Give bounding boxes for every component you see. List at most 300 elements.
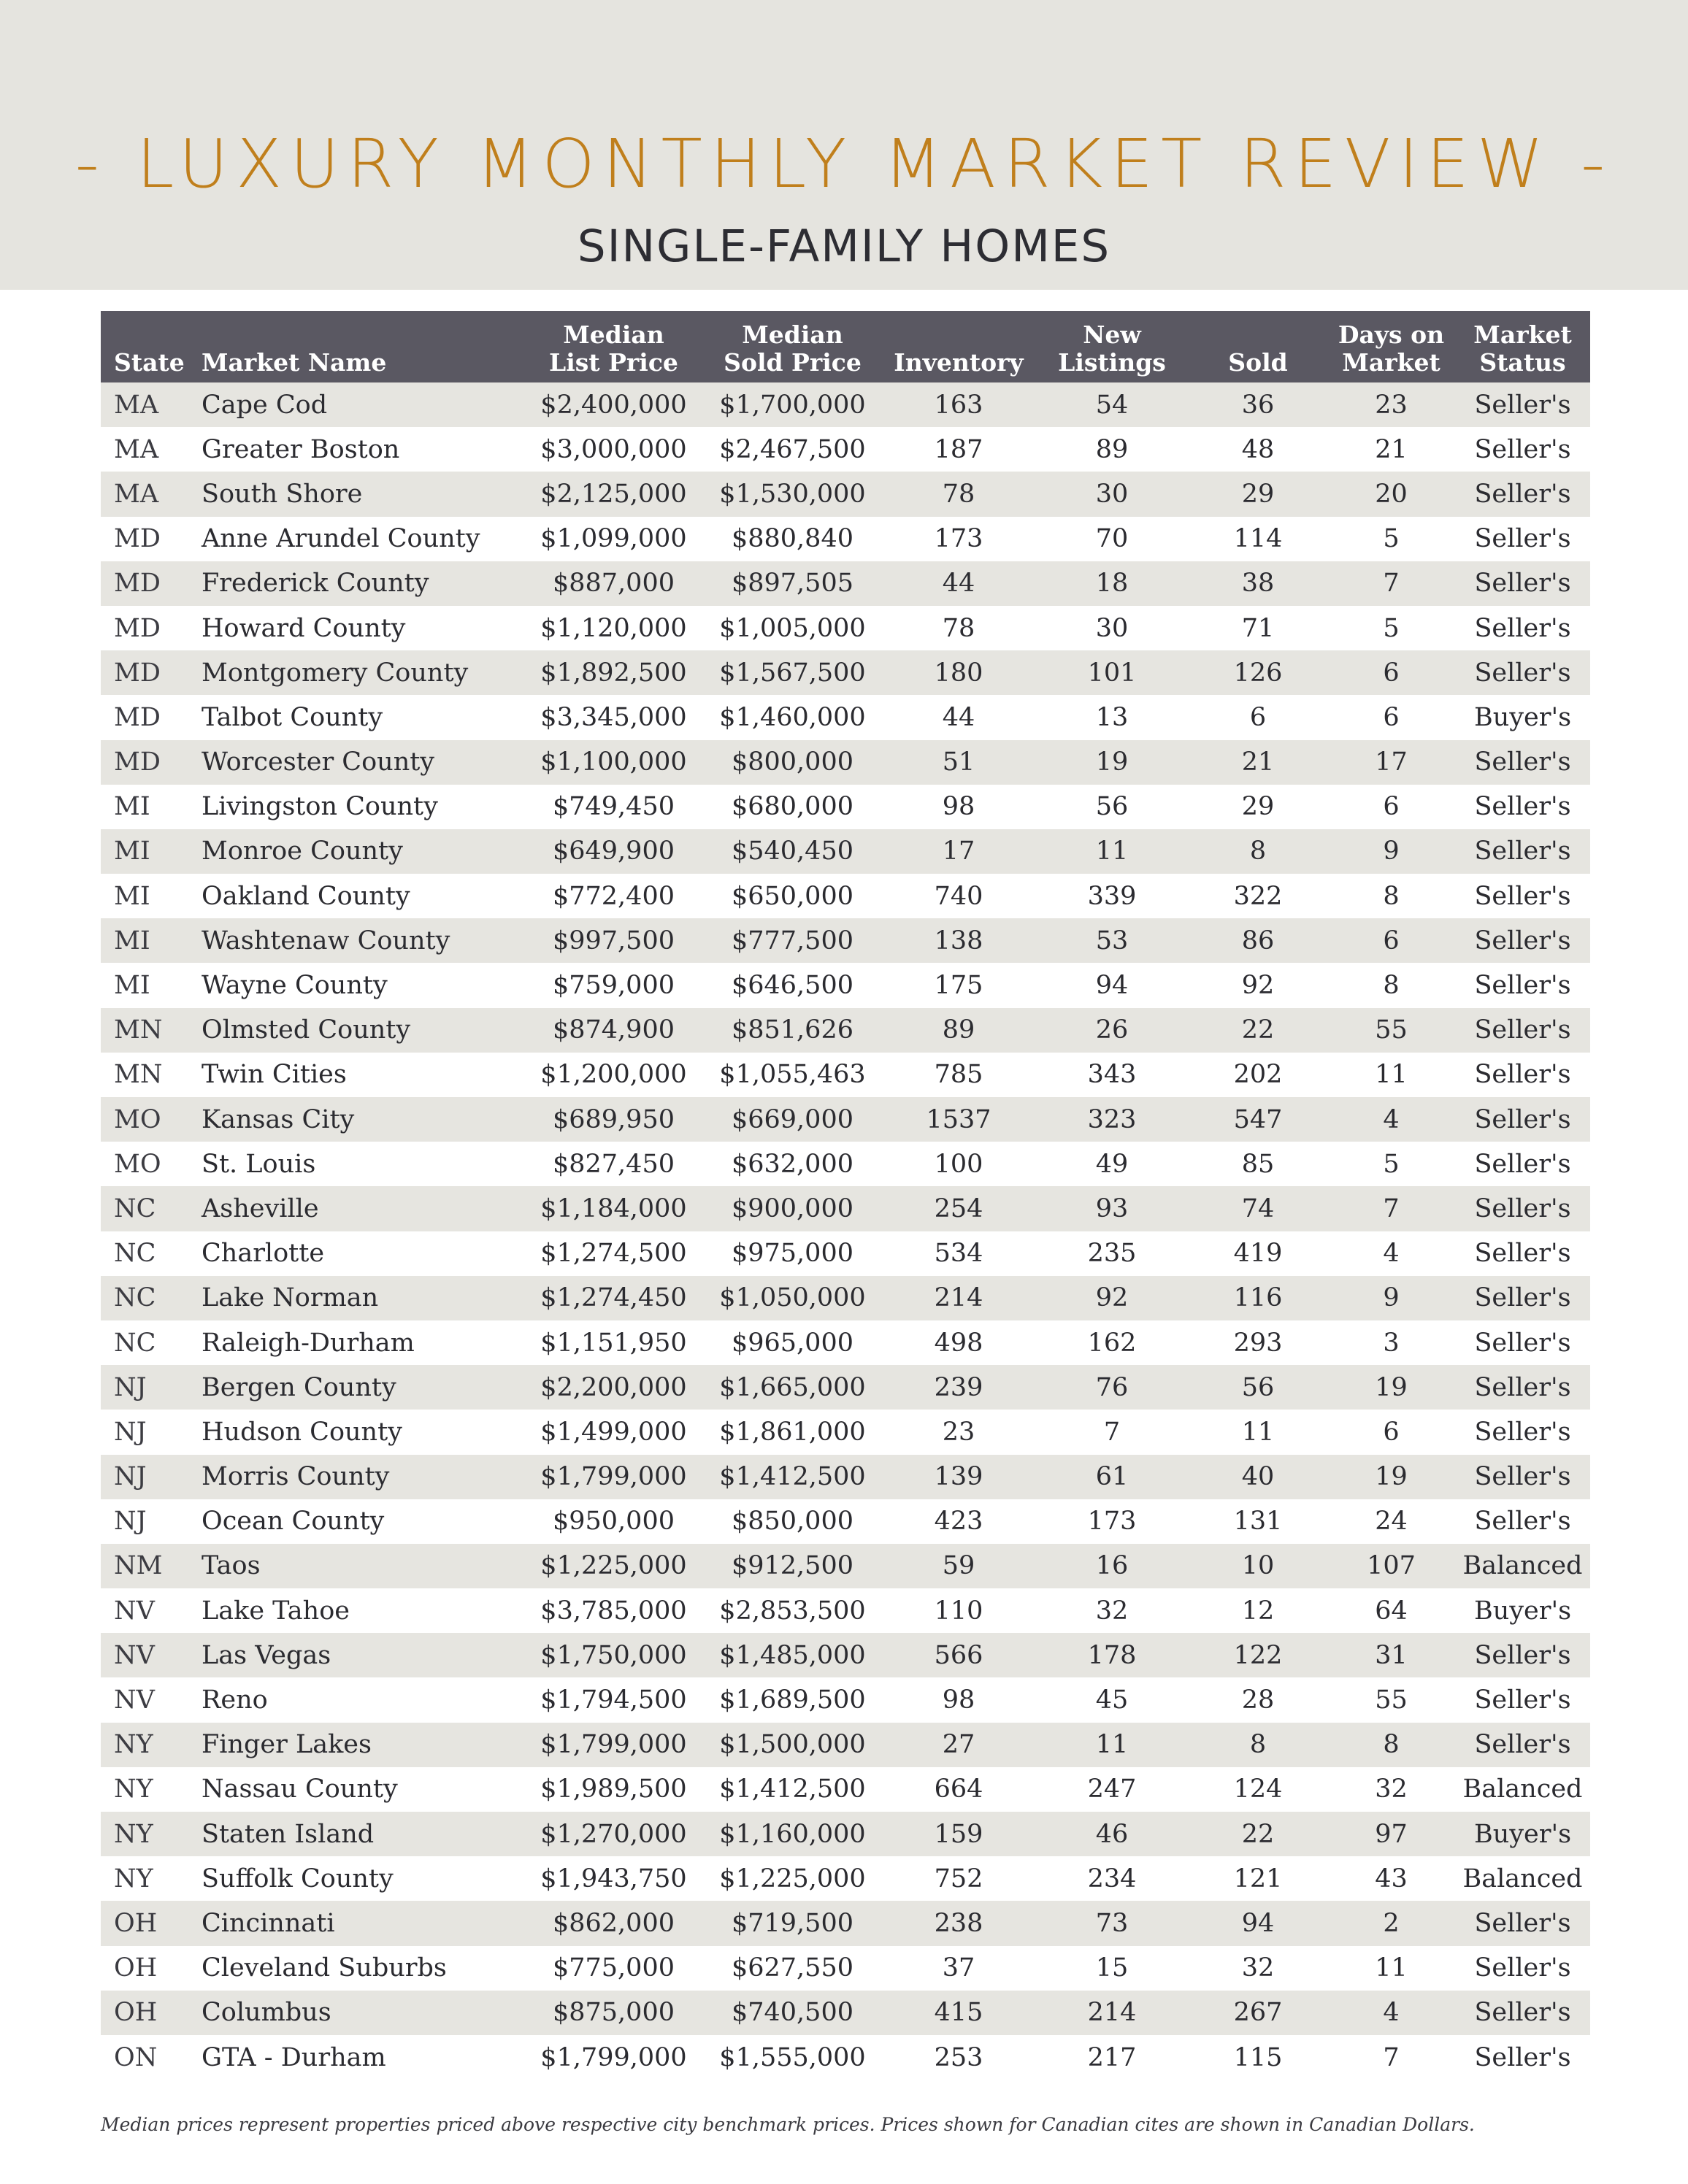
cell-state: NV <box>114 1640 155 1670</box>
cell-market-status: Seller's <box>1474 390 1571 420</box>
cell-sold: 92 <box>1241 971 1275 1001</box>
table-row <box>101 1320 1590 1365</box>
cell-state: MD <box>114 569 161 599</box>
cell-median-sold-price: $1,050,000 <box>719 1283 866 1313</box>
cell-median-sold-price: $1,861,000 <box>719 1417 866 1447</box>
cell-inventory: 254 <box>934 1193 983 1223</box>
cell-market-status: Seller's <box>1474 1193 1571 1223</box>
cell-inventory: 98 <box>942 792 975 822</box>
cell-median-sold-price: $1,005,000 <box>719 613 866 643</box>
cell-sold: 124 <box>1233 1774 1283 1804</box>
table-row <box>101 695 1590 739</box>
cell-state: MD <box>114 524 161 554</box>
cell-days-on-market: 19 <box>1375 1372 1408 1402</box>
cell-days-on-market: 17 <box>1375 747 1408 777</box>
cell-new-listings: 173 <box>1087 1507 1137 1537</box>
cell-market-name: Bergen County <box>202 1372 396 1402</box>
table-row <box>101 1410 1590 1454</box>
cell-new-listings: 30 <box>1095 479 1129 509</box>
cell-market-name: Lake Tahoe <box>202 1596 350 1626</box>
cell-new-listings: 11 <box>1095 1730 1129 1760</box>
cell-median-sold-price: $1,412,500 <box>719 1774 866 1804</box>
cell-state: NJ <box>114 1462 147 1492</box>
cell-median-list-price: $3,785,000 <box>540 1596 687 1626</box>
cell-market-name: Olmsted County <box>202 1015 411 1045</box>
cell-state: NC <box>114 1328 156 1358</box>
cell-sold: 267 <box>1233 1998 1283 2028</box>
cell-inventory: 51 <box>942 747 975 777</box>
header-line-1: Market <box>1473 320 1572 349</box>
cell-median-list-price: $887,000 <box>552 569 675 599</box>
cell-sold: 28 <box>1241 1685 1275 1715</box>
cell-days-on-market: 4 <box>1383 1998 1400 2028</box>
cell-days-on-market: 31 <box>1375 1640 1408 1670</box>
cell-sold: 8 <box>1249 1730 1267 1760</box>
cell-median-list-price: $1,274,450 <box>540 1283 687 1313</box>
cell-days-on-market: 32 <box>1375 1774 1408 1804</box>
cell-sold: 12 <box>1241 1596 1275 1626</box>
table-row <box>101 785 1590 829</box>
col-header-inventory <box>882 311 1035 382</box>
cell-median-list-price: $874,900 <box>552 1015 675 1045</box>
table-body <box>101 382 1590 2080</box>
table-header <box>101 311 1590 382</box>
cell-state: NC <box>114 1193 156 1223</box>
cell-median-sold-price: $1,665,000 <box>719 1372 866 1402</box>
cell-inventory: 37 <box>942 1953 975 1983</box>
cell-inventory: 59 <box>942 1551 975 1581</box>
table-row <box>101 427 1590 472</box>
cell-median-list-price: $1,099,000 <box>540 524 687 554</box>
cell-median-list-price: $759,000 <box>552 971 675 1001</box>
cell-inventory: 180 <box>934 658 983 688</box>
cell-market-status: Seller's <box>1474 2042 1571 2072</box>
cell-median-list-price: $1,799,000 <box>540 1730 687 1760</box>
table-row <box>101 874 1590 918</box>
cell-sold: 121 <box>1233 1864 1283 1893</box>
cell-state: MI <box>114 881 150 911</box>
cell-median-list-price: $775,000 <box>552 1953 675 1983</box>
cell-median-list-price: $1,794,500 <box>540 1685 687 1715</box>
cell-inventory: 566 <box>934 1640 983 1670</box>
col-header-median-sold-price <box>703 311 882 382</box>
cell-new-listings: 339 <box>1087 881 1137 911</box>
cell-state: MD <box>114 613 161 643</box>
cell-state: MA <box>114 479 159 509</box>
cell-days-on-market: 7 <box>1383 1193 1400 1223</box>
table-row <box>101 1186 1590 1231</box>
cell-median-sold-price: $719,500 <box>731 1908 853 1938</box>
cell-days-on-market: 64 <box>1375 1596 1408 1626</box>
cell-inventory: 498 <box>934 1328 983 1358</box>
cell-market-status: Seller's <box>1474 1372 1571 1402</box>
cell-sold: 115 <box>1233 2042 1283 2072</box>
cell-inventory: 138 <box>934 926 983 956</box>
cell-days-on-market: 55 <box>1375 1685 1408 1715</box>
header-line-2: List Price <box>549 348 678 377</box>
cell-market-status: Balanced <box>1462 1774 1583 1804</box>
cell-new-listings: 18 <box>1095 569 1129 599</box>
cell-new-listings: 92 <box>1095 1283 1129 1313</box>
cell-sold: 38 <box>1241 569 1275 599</box>
cell-median-list-price: $1,750,000 <box>540 1640 687 1670</box>
cell-new-listings: 76 <box>1095 1372 1129 1402</box>
header-line-1: Days on <box>1338 320 1445 349</box>
cell-state: OH <box>114 1908 158 1938</box>
cell-median-list-price: $950,000 <box>552 1507 675 1537</box>
cell-sold: 10 <box>1241 1551 1275 1581</box>
table-row <box>101 382 1590 427</box>
cell-median-list-price: $1,225,000 <box>540 1551 687 1581</box>
header-line-1: Median <box>563 320 664 349</box>
cell-days-on-market: 20 <box>1375 479 1408 509</box>
cell-state: NC <box>114 1239 156 1269</box>
cell-median-sold-price: $650,000 <box>731 881 853 911</box>
cell-median-sold-price: $965,000 <box>731 1328 853 1358</box>
table-row <box>101 963 1590 1007</box>
cell-new-listings: 45 <box>1095 1685 1129 1715</box>
table-row <box>101 1231 1590 1276</box>
cell-inventory: 752 <box>934 1864 983 1893</box>
cell-median-sold-price: $1,412,500 <box>719 1462 866 1492</box>
cell-median-list-price: $862,000 <box>552 1908 675 1938</box>
cell-new-listings: 54 <box>1095 390 1129 420</box>
cell-median-list-price: $1,499,000 <box>540 1417 687 1447</box>
cell-inventory: 23 <box>942 1417 975 1447</box>
cell-market-name: Livingston County <box>202 792 438 822</box>
market-table <box>101 311 1590 2080</box>
cell-median-list-price: $749,450 <box>552 792 675 822</box>
cell-market-status: Seller's <box>1474 1640 1571 1670</box>
cell-days-on-market: 8 <box>1383 1730 1400 1760</box>
cell-days-on-market: 43 <box>1375 1864 1408 1893</box>
cell-days-on-market: 9 <box>1383 837 1400 866</box>
cell-inventory: 534 <box>934 1239 983 1269</box>
cell-inventory: 664 <box>934 1774 983 1804</box>
cell-sold: 8 <box>1249 837 1267 866</box>
cell-sold: 71 <box>1241 613 1275 643</box>
cell-median-list-price: $772,400 <box>552 881 675 911</box>
cell-market-name: St. Louis <box>202 1149 316 1179</box>
cell-market-status: Seller's <box>1474 1685 1571 1715</box>
cell-sold: 122 <box>1233 1640 1283 1670</box>
cell-state: MI <box>114 971 150 1001</box>
cell-sold: 85 <box>1241 1149 1275 1179</box>
table-row <box>101 561 1590 606</box>
cell-median-list-price: $1,270,000 <box>540 1819 687 1849</box>
cell-new-listings: 49 <box>1095 1149 1129 1179</box>
cell-market-name: Wayne County <box>202 971 388 1001</box>
cell-days-on-market: 8 <box>1383 971 1400 1001</box>
cell-market-status: Seller's <box>1474 1953 1571 1983</box>
cell-new-listings: 19 <box>1095 747 1129 777</box>
cell-days-on-market: 6 <box>1383 926 1400 956</box>
cell-days-on-market: 21 <box>1375 434 1408 464</box>
cell-market-name: Oakland County <box>202 881 410 911</box>
cell-days-on-market: 19 <box>1375 1462 1408 1492</box>
cell-median-sold-price: $777,500 <box>731 926 853 956</box>
table-row <box>101 606 1590 650</box>
cell-median-list-price: $2,125,000 <box>540 479 687 509</box>
cell-state: MI <box>114 837 150 866</box>
cell-median-sold-price: $897,505 <box>731 569 853 599</box>
cell-market-name: Raleigh-Durham <box>202 1328 415 1358</box>
page-subtitle: SINGLE-FAMILY HOMES <box>577 220 1111 272</box>
cell-market-name: Suffolk County <box>202 1864 394 1893</box>
cell-market-status: Seller's <box>1474 569 1571 599</box>
cell-market-name: Lake Norman <box>202 1283 379 1313</box>
cell-inventory: 17 <box>942 837 975 866</box>
header-line-2: State <box>114 348 185 377</box>
cell-market-status: Seller's <box>1474 1507 1571 1537</box>
cell-median-sold-price: $680,000 <box>731 792 853 822</box>
table-row <box>101 1499 1590 1544</box>
cell-state: NV <box>114 1685 155 1715</box>
cell-market-status: Buyer's <box>1473 1596 1572 1626</box>
cell-sold: 547 <box>1233 1104 1283 1134</box>
cell-days-on-market: 11 <box>1375 1953 1408 1983</box>
header-line-2: Market Name <box>202 348 387 377</box>
cell-state: NJ <box>114 1372 147 1402</box>
cell-new-listings: 32 <box>1095 1596 1129 1626</box>
col-header-days-on-market <box>1327 311 1455 382</box>
cell-inventory: 139 <box>934 1462 983 1492</box>
cell-state: OH <box>114 1998 158 2028</box>
header-line-1: New <box>1083 320 1141 349</box>
cell-market-name: Asheville <box>202 1193 319 1223</box>
cell-median-sold-price: $627,550 <box>731 1953 853 1983</box>
cell-new-listings: 56 <box>1095 792 1129 822</box>
cell-days-on-market: 4 <box>1383 1104 1400 1134</box>
cell-market-name: Monroe County <box>202 837 403 866</box>
cell-market-status: Seller's <box>1474 1015 1571 1045</box>
cell-new-listings: 162 <box>1087 1328 1137 1358</box>
cell-median-list-price: $1,184,000 <box>540 1193 687 1223</box>
cell-median-list-price: $1,120,000 <box>540 613 687 643</box>
cell-market-status: Seller's <box>1474 926 1571 956</box>
cell-sold: 322 <box>1233 881 1283 911</box>
cell-median-sold-price: $975,000 <box>731 1239 853 1269</box>
col-header-market-name <box>188 311 524 382</box>
cell-market-status: Seller's <box>1474 1417 1571 1447</box>
table-row <box>101 1767 1590 1812</box>
table-row <box>101 1142 1590 1186</box>
cell-median-sold-price: $669,000 <box>731 1104 853 1134</box>
cell-median-list-price: $1,943,750 <box>540 1864 687 1893</box>
cell-inventory: 1537 <box>926 1104 991 1134</box>
cell-days-on-market: 55 <box>1375 1015 1408 1045</box>
cell-new-listings: 13 <box>1095 702 1129 732</box>
cell-median-sold-price: $632,000 <box>731 1149 853 1179</box>
cell-median-list-price: $1,799,000 <box>540 2042 687 2072</box>
cell-state: NY <box>114 1730 153 1760</box>
cell-new-listings: 61 <box>1095 1462 1129 1492</box>
cell-days-on-market: 8 <box>1383 881 1400 911</box>
cell-median-list-price: $689,950 <box>552 1104 675 1134</box>
cell-new-listings: 178 <box>1087 1640 1137 1670</box>
cell-state: NV <box>114 1596 155 1626</box>
cell-new-listings: 101 <box>1087 658 1137 688</box>
cell-new-listings: 16 <box>1095 1551 1129 1581</box>
cell-sold: 419 <box>1233 1239 1283 1269</box>
cell-market-name: GTA - Durham <box>202 2042 386 2072</box>
table-row <box>101 1677 1590 1722</box>
cell-new-listings: 234 <box>1087 1864 1137 1893</box>
cell-market-status: Seller's <box>1474 524 1571 554</box>
table-row <box>101 1856 1590 1901</box>
cell-sold: 6 <box>1249 702 1267 732</box>
table-row <box>101 1365 1590 1410</box>
cell-inventory: 214 <box>934 1283 983 1313</box>
table-row <box>101 1053 1590 1097</box>
cell-market-name: Charlotte <box>202 1239 325 1269</box>
table-row <box>101 2035 1590 2080</box>
cell-median-list-price: $3,000,000 <box>540 434 687 464</box>
cell-median-sold-price: $540,450 <box>731 837 853 866</box>
cell-median-list-price: $3,345,000 <box>540 702 687 732</box>
table-row <box>101 1812 1590 1856</box>
cell-sold: 48 <box>1241 434 1275 464</box>
header-line-2: Listings <box>1058 348 1166 377</box>
cell-state: MD <box>114 702 161 732</box>
cell-market-status: Seller's <box>1474 881 1571 911</box>
page-title: - LUXURY MONTHLY MARKET REVIEW - <box>74 125 1614 203</box>
cell-median-sold-price: $1,700,000 <box>719 390 866 420</box>
cell-market-name: Greater Boston <box>202 434 400 464</box>
cell-state: NC <box>114 1283 156 1313</box>
cell-median-sold-price: $851,626 <box>731 1015 853 1045</box>
cell-market-status: Seller's <box>1474 1998 1571 2028</box>
table-row <box>101 1901 1590 1945</box>
cell-market-name: Nassau County <box>202 1774 398 1804</box>
cell-market-name: Ocean County <box>202 1507 385 1537</box>
cell-days-on-market: 107 <box>1367 1551 1416 1581</box>
cell-new-listings: 217 <box>1087 2042 1137 2072</box>
cell-market-status: Seller's <box>1474 1328 1571 1358</box>
cell-market-name: Morris County <box>202 1462 390 1492</box>
cell-sold: 116 <box>1233 1283 1283 1313</box>
cell-median-list-price: $2,200,000 <box>540 1372 687 1402</box>
table-row <box>101 1544 1590 1588</box>
cell-new-listings: 214 <box>1087 1998 1137 2028</box>
cell-new-listings: 323 <box>1087 1104 1137 1134</box>
cell-median-sold-price: $1,555,000 <box>719 2042 866 2072</box>
cell-state: NY <box>114 1774 153 1804</box>
cell-inventory: 175 <box>934 971 983 1001</box>
cell-state: MN <box>114 1060 163 1090</box>
cell-market-status: Seller's <box>1474 971 1571 1001</box>
cell-state: MO <box>114 1104 161 1134</box>
cell-median-list-price: $1,100,000 <box>540 747 687 777</box>
cell-market-status: Seller's <box>1474 1149 1571 1179</box>
cell-median-sold-price: $1,160,000 <box>719 1819 866 1849</box>
cell-inventory: 159 <box>934 1819 983 1849</box>
footnote: Median prices represent properties priced above respective city benchmark prices. Prices shown for Canadian cites are shown in Canadian Dollars. <box>101 2114 1475 2135</box>
table-row <box>101 829 1590 874</box>
col-header-market-status <box>1455 311 1590 382</box>
table-row <box>101 1276 1590 1320</box>
cell-state: OH <box>114 1953 158 1983</box>
col-header-state <box>101 311 188 382</box>
table-row <box>101 1588 1590 1633</box>
cell-market-status: Seller's <box>1474 1104 1571 1134</box>
header-line-2: Sold Price <box>724 348 862 377</box>
cell-inventory: 98 <box>942 1685 975 1715</box>
header-line-1: Median <box>742 320 843 349</box>
cell-market-status: Seller's <box>1474 434 1571 464</box>
cell-market-name: Worcester County <box>202 747 435 777</box>
cell-days-on-market: 9 <box>1383 1283 1400 1313</box>
cell-state: MA <box>114 434 159 464</box>
cell-new-listings: 93 <box>1095 1193 1129 1223</box>
cell-inventory: 27 <box>942 1730 975 1760</box>
cell-state: NM <box>114 1551 163 1581</box>
cell-median-sold-price: $800,000 <box>731 747 853 777</box>
cell-median-list-price: $1,151,950 <box>540 1328 687 1358</box>
cell-market-status: Seller's <box>1474 1908 1571 1938</box>
cell-median-sold-price: $1,689,500 <box>719 1685 866 1715</box>
cell-new-listings: 53 <box>1095 926 1129 956</box>
cell-inventory: 44 <box>942 702 975 732</box>
cell-new-listings: 89 <box>1095 434 1129 464</box>
cell-state: NJ <box>114 1417 147 1447</box>
cell-market-name: Cape Cod <box>202 390 328 420</box>
table-row <box>101 918 1590 963</box>
cell-median-list-price: $2,400,000 <box>540 390 687 420</box>
table-row <box>101 517 1590 561</box>
cell-median-list-price: $1,274,500 <box>540 1239 687 1269</box>
cell-inventory: 239 <box>934 1372 983 1402</box>
cell-median-list-price: $875,000 <box>552 1998 675 2028</box>
cell-median-list-price: $1,989,500 <box>540 1774 687 1804</box>
cell-market-name: Las Vegas <box>202 1640 331 1670</box>
cell-sold: 11 <box>1241 1417 1275 1447</box>
cell-sold: 126 <box>1233 658 1283 688</box>
cell-market-name: Columbus <box>202 1998 331 2028</box>
cell-median-sold-price: $1,225,000 <box>719 1864 866 1893</box>
cell-new-listings: 70 <box>1095 524 1129 554</box>
cell-inventory: 187 <box>934 434 983 464</box>
cell-market-status: Seller's <box>1474 837 1571 866</box>
cell-sold: 74 <box>1241 1193 1275 1223</box>
cell-new-listings: 343 <box>1087 1060 1137 1090</box>
cell-market-status: Seller's <box>1474 613 1571 643</box>
cell-inventory: 89 <box>942 1015 975 1045</box>
cell-sold: 56 <box>1241 1372 1275 1402</box>
table-row <box>101 472 1590 516</box>
col-header-new-listings <box>1035 311 1189 382</box>
cell-sold: 293 <box>1233 1328 1283 1358</box>
cell-median-sold-price: $646,500 <box>731 971 853 1001</box>
cell-market-status: Seller's <box>1474 479 1571 509</box>
cell-market-name: Anne Arundel County <box>202 524 480 554</box>
table-row <box>101 1633 1590 1677</box>
cell-median-sold-price: $900,000 <box>731 1193 853 1223</box>
cell-days-on-market: 24 <box>1375 1507 1408 1537</box>
cell-sold: 32 <box>1241 1953 1275 1983</box>
table-row <box>101 1991 1590 2035</box>
cell-days-on-market: 2 <box>1383 1908 1400 1938</box>
cell-median-sold-price: $1,485,000 <box>719 1640 866 1670</box>
cell-days-on-market: 5 <box>1383 524 1400 554</box>
col-header-sold <box>1189 311 1327 382</box>
cell-market-name: Kansas City <box>202 1104 355 1134</box>
cell-state: MN <box>114 1015 163 1045</box>
table-row <box>101 1097 1590 1142</box>
cell-new-listings: 7 <box>1103 1417 1121 1447</box>
cell-median-sold-price: $1,567,500 <box>719 658 866 688</box>
cell-days-on-market: 5 <box>1383 1149 1400 1179</box>
